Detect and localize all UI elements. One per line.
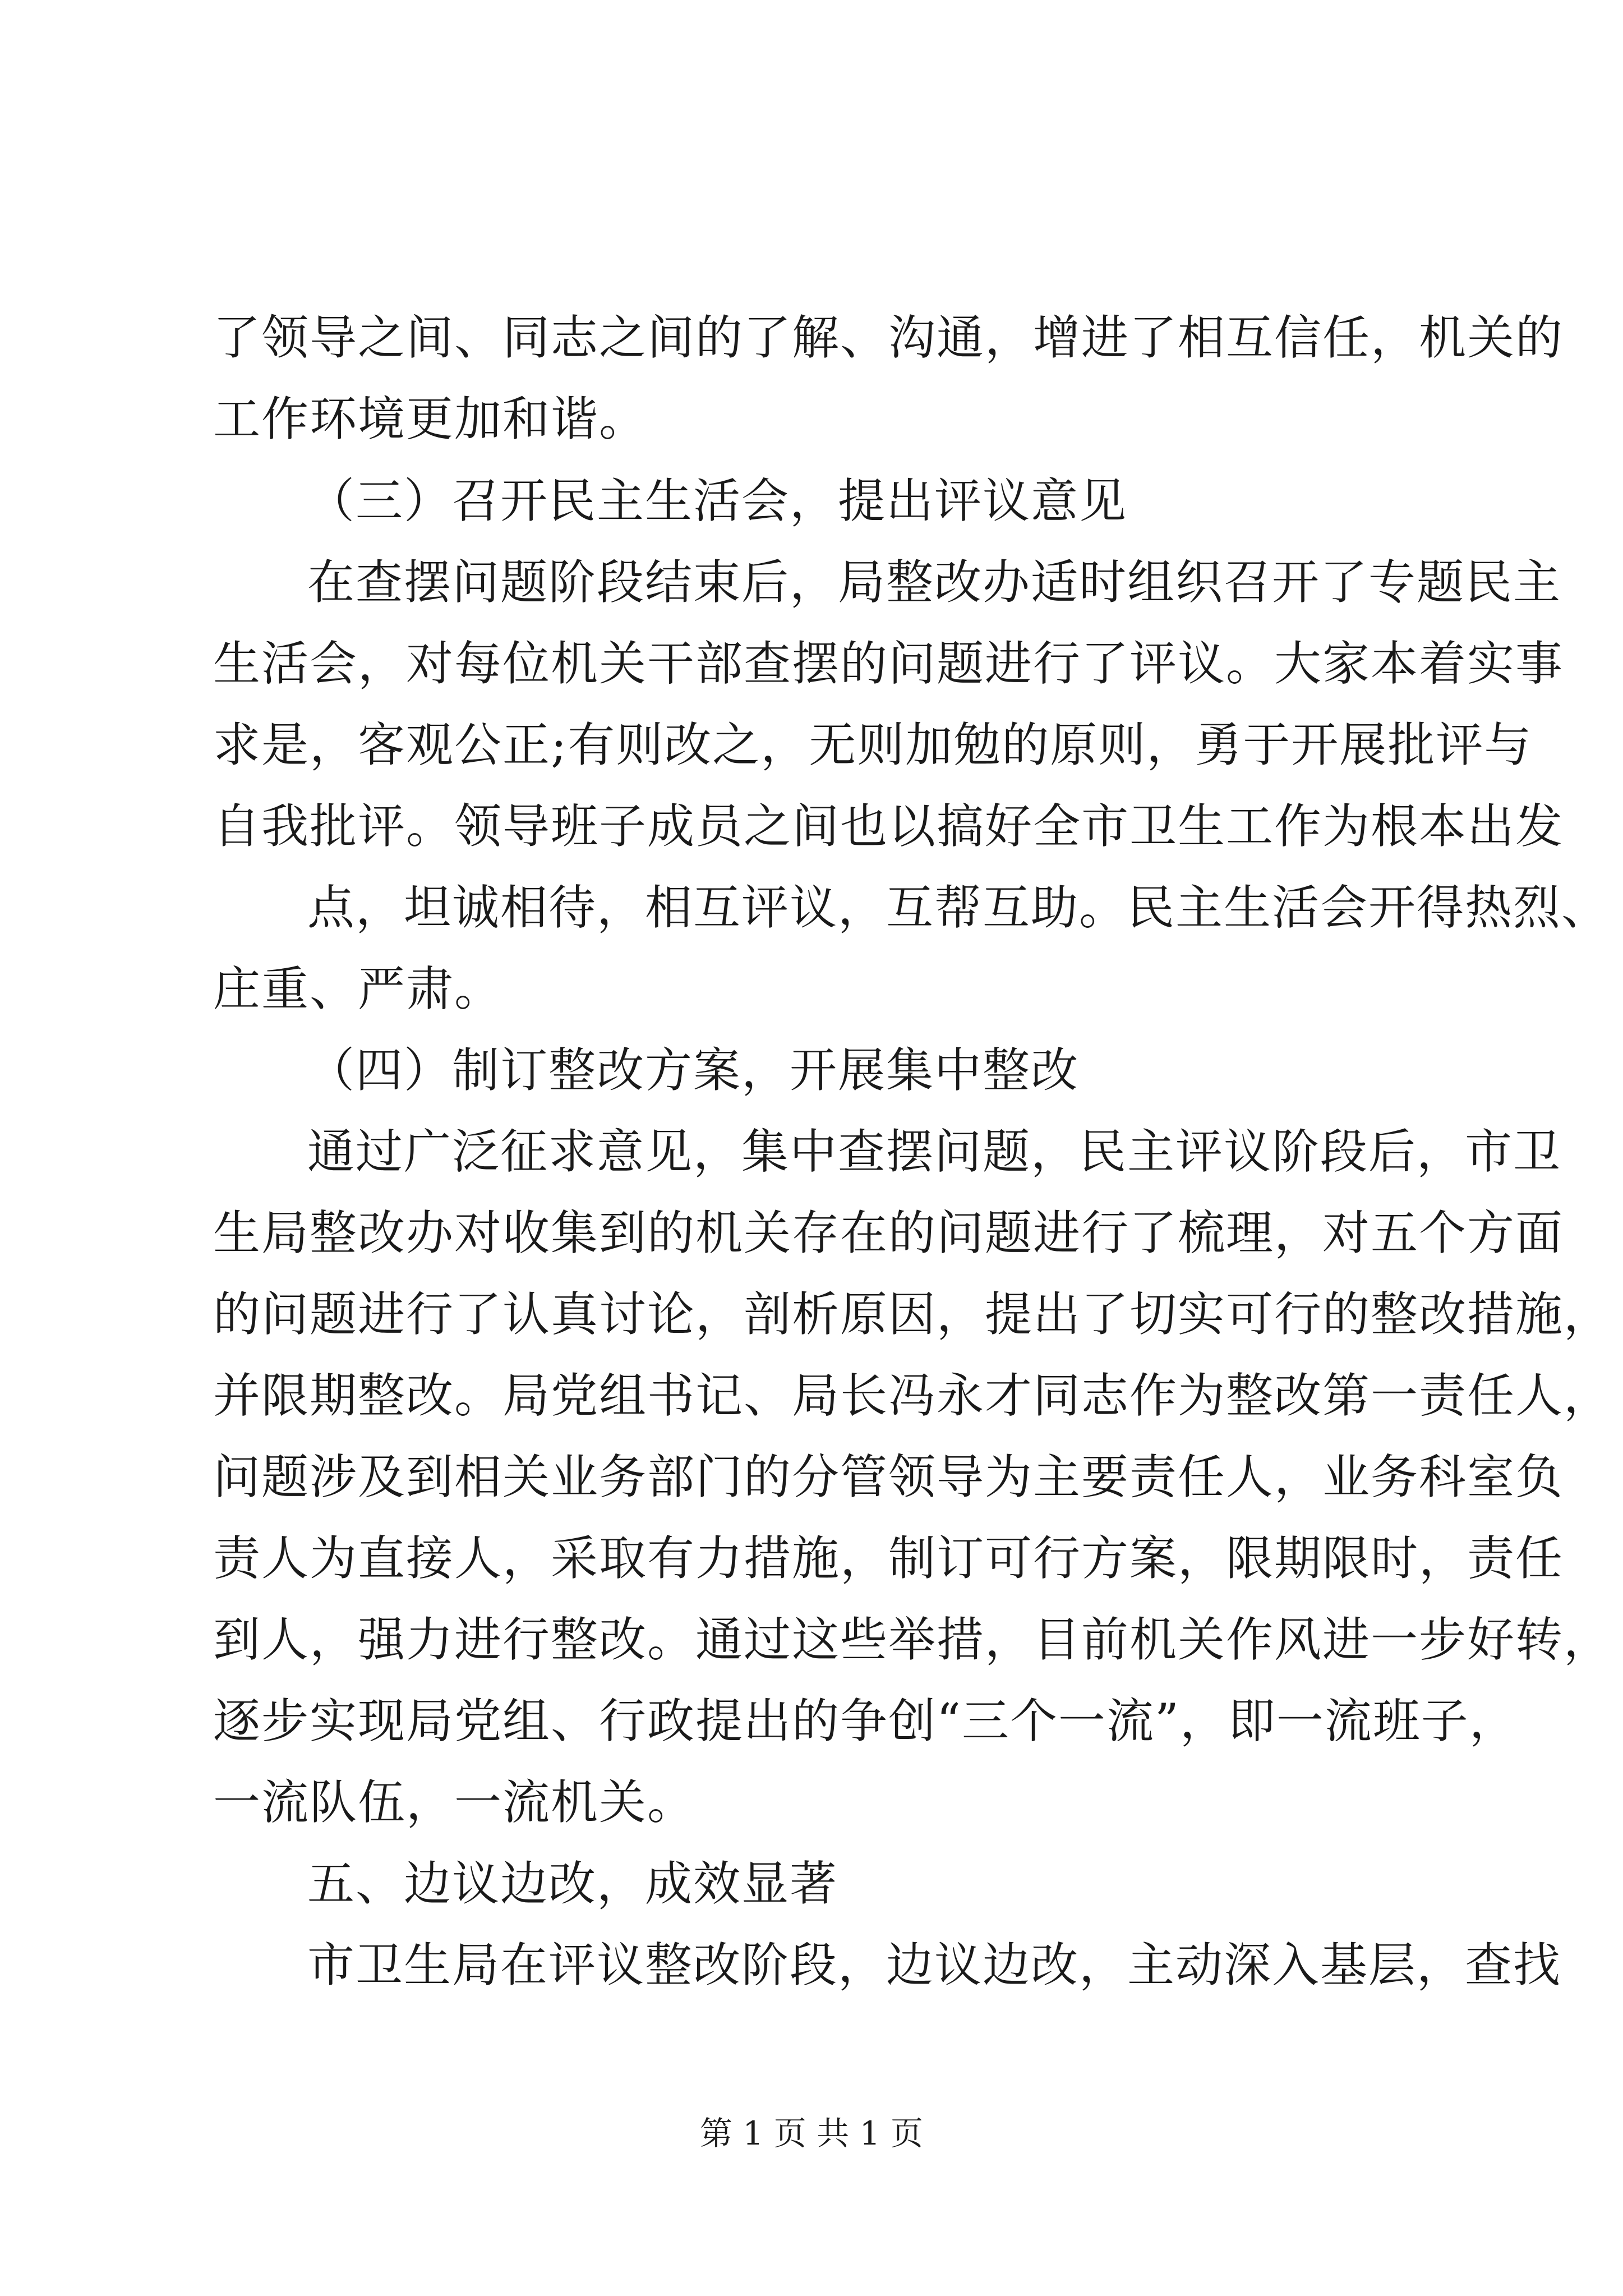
- paragraph-line: 了领导之间、同志之间的了解、沟通，增进了相互信任，机关的: [213, 310, 1564, 365]
- paragraph-line: 求是，客观公正;有则改之，无则加勉的原则，勇于开展批评与: [213, 717, 1533, 772]
- paragraph-line: 的问题进行了认真讨论，剖析原因，提出了切实可行的整改措施，: [213, 1287, 1612, 1342]
- page-number-footer: 第 1 页 共 1 页: [700, 2114, 923, 2152]
- paragraph-line: 责人为直接人，采取有力措施，制订可行方案，限期限时，责任: [213, 1531, 1564, 1586]
- paragraph-line: 在查摆问题阶段结束后，局整改办适时组织召开了专题民主: [307, 555, 1562, 610]
- paragraph-line: 一流队伍，一流机关。: [213, 1775, 696, 1830]
- paragraph-line: 生局整改办对收集到的机关存在的问题进行了梳理，对五个方面: [213, 1205, 1564, 1260]
- paragraph-line: 并限期整改。局党组书记、局长冯永才同志作为整改第一责任人，: [213, 1368, 1612, 1423]
- paragraph-line: 生活会，对每位机关干部查摆的问题进行了评议。大家本着实事: [213, 636, 1564, 691]
- section-heading: 五、边议边改，成效显著: [307, 1856, 838, 1911]
- paragraph-line: 庄重、严肃。: [213, 961, 503, 1016]
- section-heading: （四）制订整改方案，开展集中整改: [307, 1043, 1080, 1098]
- paragraph-line: 市卫生局在评议整改阶段，边议边改，主动深入基层，查找: [307, 1938, 1562, 1993]
- paragraph-line: 问题涉及到相关业务部门的分管领导为主要责任人，业务科室负: [213, 1450, 1564, 1504]
- paragraph-line: 到人，强力进行整改。通过这些举措，目前机关作风进一步好转，: [213, 1612, 1612, 1667]
- paragraph-line: 逐步实现局党组、行政提出的争创“三个一流”，即一流班子，: [213, 1694, 1518, 1749]
- paragraph-line: 通过广泛征求意见，集中查摆问题，民主评议阶段后，市卫: [307, 1124, 1562, 1179]
- paragraph-line: 点，坦诚相待，相互评议，互帮互助。民主生活会开得热烈、: [307, 880, 1610, 935]
- section-heading: （三）召开民主生活会，提出评议意见: [307, 473, 1128, 528]
- paragraph-line: 工作环境更加和谐。: [213, 392, 648, 447]
- paragraph-line: 自我批评。领导班子成员之间也以搞好全市卫生工作为根本出发: [213, 799, 1564, 854]
